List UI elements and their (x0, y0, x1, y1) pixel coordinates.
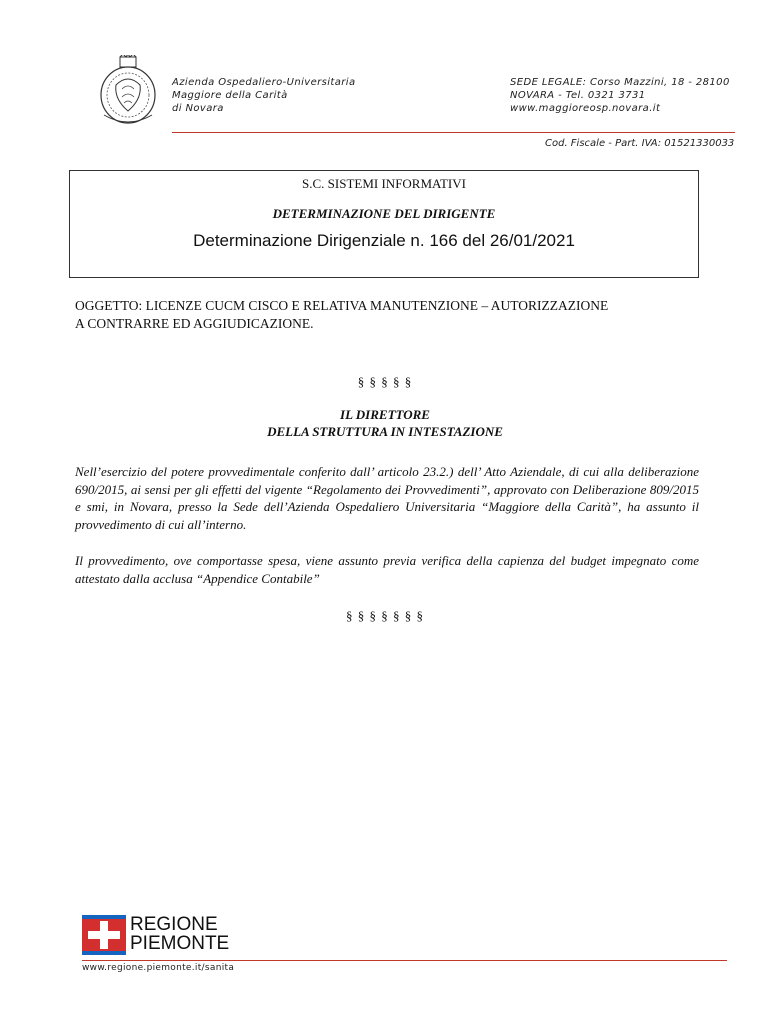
region-piemonte-logo (82, 915, 126, 955)
determination-heading: DETERMINAZIONE DEL DIRIGENTE (272, 206, 496, 221)
section-separator: § § § § § (357, 374, 413, 389)
region-line-2: PIEMONTE (130, 933, 230, 954)
org-line-1: Azienda Ospedaliero-Universitaria (172, 77, 356, 88)
seat-line-1: SEDE LEGALE: Corso Mazzini, 18 - 28100 (510, 77, 730, 88)
org-line-2: Maggiore della Carità (172, 90, 288, 101)
header-divider (172, 132, 735, 133)
region-line-1: REGIONE (130, 914, 218, 935)
org-line-3: di Novara (172, 103, 224, 114)
director-line-1: IL DIRETTORE (340, 407, 430, 422)
region-website-link[interactable]: www.regione.piemonte.it/sanita (82, 963, 235, 973)
determination-number: Determinazione Dirigenziale n. 166 del 26/01/2021 (193, 231, 575, 250)
region-name (130, 915, 229, 953)
paragraph-authority: Nell’esercizio del potere provvedimentale conferito dall’ articolo 23.2.) dell’ Atto Aziendale, di cui alla deliberazione 690/2015, ai sensi per gli effetti del vigente “Regolamento dei Provvedimenti”, approvato con Deliberazione 809/2015 e smi, in Novara, presso la Sede dell’Azienda Ospedaliero Universitaria “Maggiore della Carità”, ha assunto il provvedimento di cui all’interno. (75, 464, 699, 532)
determination-title-box (69, 170, 699, 278)
subject-line-1: OGGETTO: LICENZE CUCM CISCO E RELATIVA MANUTENZIONE – AUTORIZZAZIONE (75, 298, 609, 313)
director-line-2: DELLA STRUTTURA IN INTESTAZIONE (267, 424, 503, 439)
subject-line-2: A CONTRARRE ED AGGIUDICAZIONE. (75, 316, 314, 331)
fiscal-code: Cod. Fiscale - Part. IVA: 01521330033 (545, 138, 735, 149)
organization-name (172, 76, 356, 115)
footer-divider (82, 960, 727, 961)
subject (75, 297, 705, 333)
hospital-seal-logo (96, 55, 160, 127)
seat-line-3: www.maggioreosp.novara.it (510, 103, 661, 114)
seat-line-2: NOVARA - Tel. 0321 3731 (510, 90, 646, 101)
department-name: S.C. SISTEMI INFORMATIVI (302, 176, 466, 191)
paragraph-budget: Il provvedimento, ove comportasse spesa, viene assunto previa verifica della capienza del budget impegnato come attestato dalla acclusa “Appendice Contabile” (75, 553, 699, 586)
director-heading (0, 406, 770, 440)
closing-separator: § § § § § § § (346, 608, 424, 623)
legal-seat-info (510, 76, 730, 115)
